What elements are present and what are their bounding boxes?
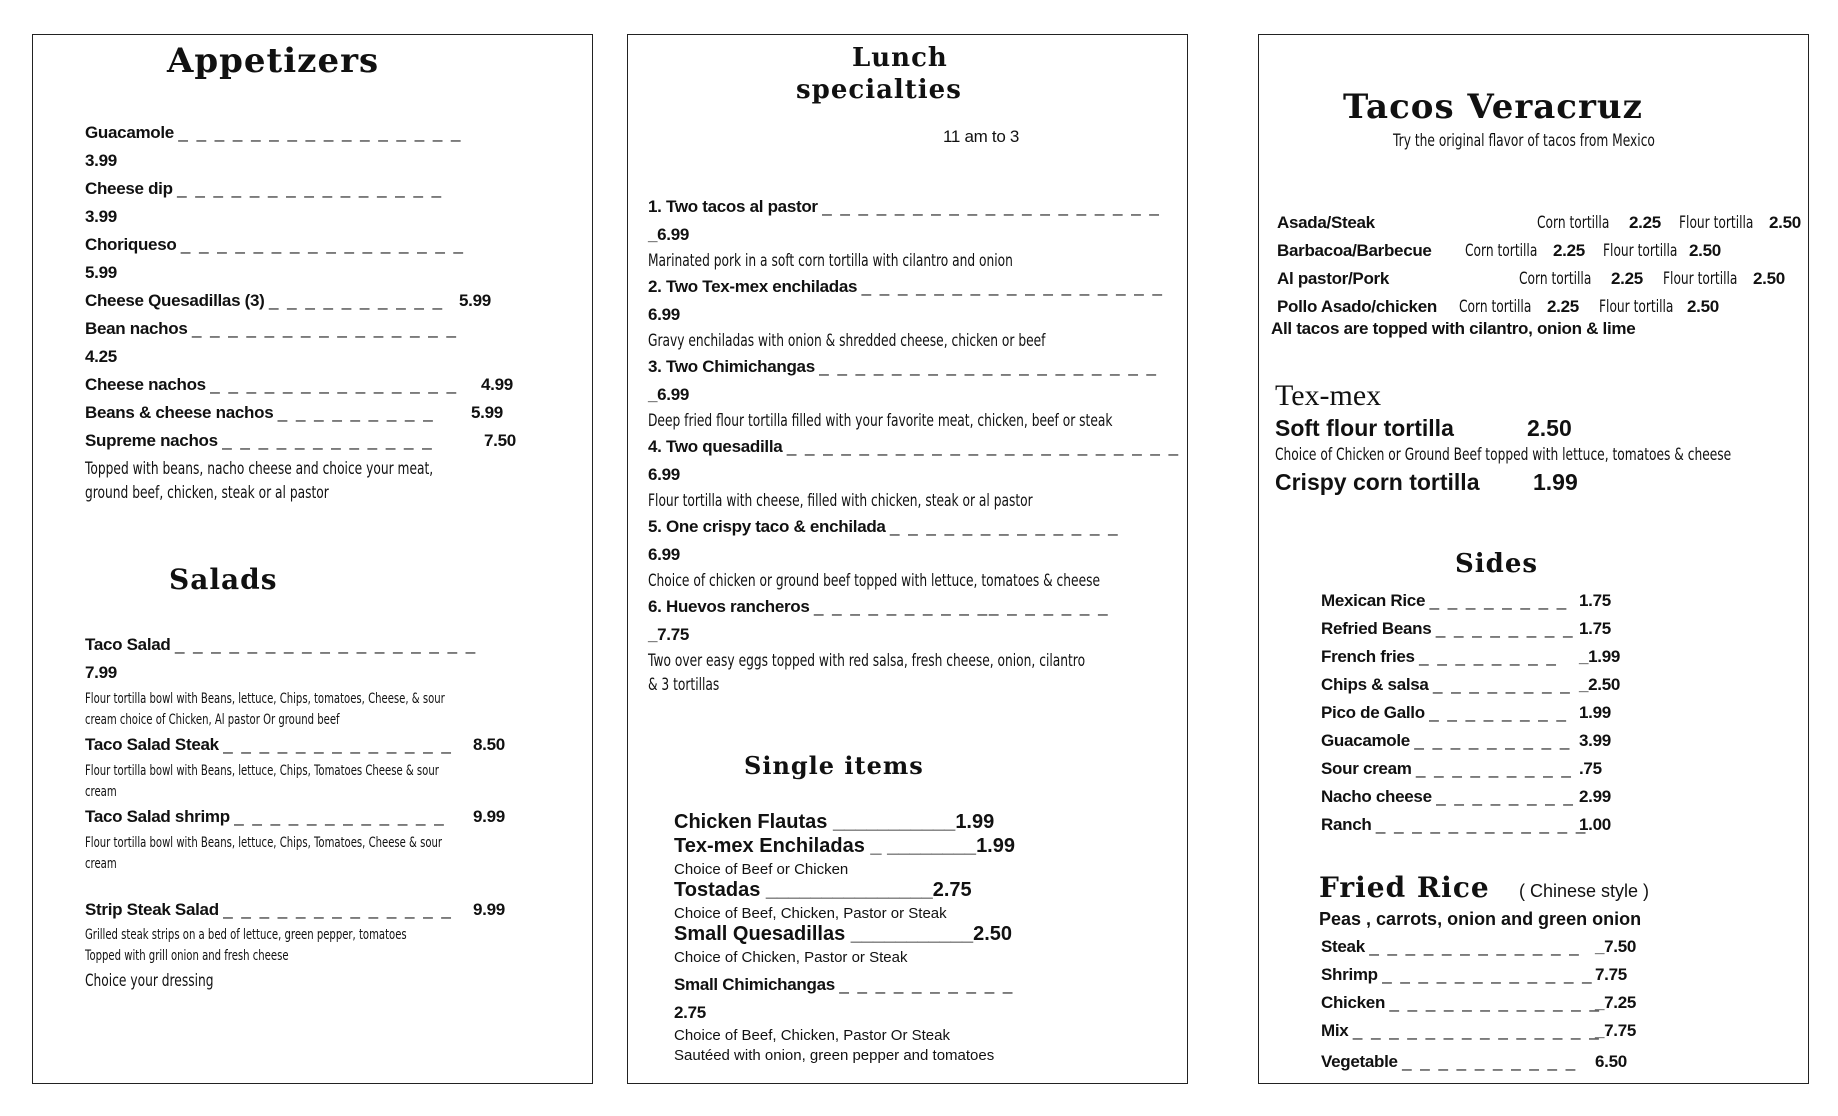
taco-corn-price: 2.25 [1629,213,1661,232]
taco-corn-label: Corn tortilla [1465,241,1538,261]
item-price: 2.50 [973,923,1013,945]
small-chimichangas-item [674,975,1014,995]
lunch-title-line2: specialties [796,75,962,105]
appetizer-price: 5.99 [459,291,491,310]
side-item [1321,787,1575,807]
lunch-item-desc: Gravy enchiladas with onion & shredded cheese, chicken or beef [648,331,1046,351]
appetizer-item [85,375,458,395]
item-name: Steak [1321,937,1365,956]
taco-salad-desc1: Flour tortilla bowl with Beans, lettuce, Chips, tomatoes, Cheese, & sour [85,691,445,707]
side-price: .75 [1579,759,1602,778]
item-leader: _ _ _ _ _ _ _ _ _ _ _ _ _ _ _ _ [178,123,463,142]
lunch-item-price: _6.99 [648,225,690,244]
item-name: Choriqueso [85,235,177,254]
item-leader: _ _ _ _ _ _ _ _ _ _ _ _ _ _ [210,375,459,394]
appetizer-price: 3.99 [85,151,117,170]
soft-flour-tortilla-price: 2.50 [1527,415,1572,441]
lunch-item-price: _6.99 [648,385,690,404]
fried-rice-item [1321,993,1601,1013]
taco-name: Al pastor/Pork [1277,269,1389,288]
tacos-subtitle: Try the original flavor of tacos from Mexico [1393,131,1655,151]
item-leader: _ _ _ _ _ _ _ _ _ _ _ _ [1382,965,1594,984]
appetizers-title: Appetizers [167,41,380,81]
appetizer-item [85,403,435,423]
item-leader: ___________ [832,811,956,833]
fried-rice-price: _7.75 [1595,1021,1637,1040]
item-price: 1.99 [976,835,1015,857]
lunch-item-price: 6.99 [648,305,680,324]
salads-title: Salads [169,563,278,596]
item-name: 5. One crispy taco & enchilada [648,517,886,536]
item-name: Cheese nachos [85,375,206,394]
item-name: Small Chimichangas [674,975,835,994]
side-item [1321,675,1572,695]
fried-rice-item [1321,937,1581,957]
appetizer-item [85,431,434,451]
lunch-item [648,437,1180,457]
taco-flour-label: Flour tortilla [1599,297,1674,317]
appetizer-price: 5.99 [471,403,503,422]
item-leader: _ _ _ _ _ _ _ _ _ _ _ _ _ _ _ _ _ [861,277,1164,296]
lunch-item-price: _7.75 [648,625,690,644]
item-name: Cheese dip [85,179,173,198]
item-leader: _ _ _ _ _ _ _ _ _ _ _ _ _ [223,900,453,919]
taco-salad-price: 7.99 [85,663,117,682]
small-chimichangas-desc2: Sautéed with onion, green pepper and tomatoes [674,1047,995,1064]
lunch-item-price: 6.99 [648,545,680,564]
lunch-item-desc: Marinated pork in a soft corn tortilla with cilantro and onion [648,251,1013,271]
item-leader: _ _ _ _ _ _ _ _ _ _ _ _ _ _ _ _ [180,235,466,254]
item-leader: _ _ _ _ _ _ _ _ [1429,591,1569,610]
item-name: Soft flour tortilla [1275,415,1454,441]
item-name: Taco Salad Steak [85,735,219,754]
strip-steak-desc1: Grilled steak strips on a bed of lettuce, green pepper, tomatoes [85,927,407,943]
soft-flour-tortilla-desc: Choice of Chicken or Ground Beef topped with lettuce, tomatoes & cheese [1275,445,1732,465]
item-name: 3. Two Chimichangas [648,357,815,376]
fried-rice-price: 7.75 [1595,965,1627,984]
lunch-item-price: 6.99 [648,465,680,484]
item-leader: _ _ _ _ _ _ _ _ _ [277,403,435,422]
taco-salad-desc2: cream choice of Chicken, Al pastor Or ground beef [85,712,340,728]
lunch-item [648,597,1110,617]
side-price: 1.99 [1579,703,1611,722]
item-leader: _ _ _ _ _ _ _ _ _ _ _ _ _ _ [1352,1021,1601,1040]
taco-corn-label: Corn tortilla [1459,297,1532,317]
side-price: 1.75 [1579,591,1611,610]
lunch-item-desc: Flour tortilla with cheese, filled with chicken, steak or al pastor [648,491,1033,511]
item-leader: _ _ _ _ _ _ _ _ _ _ _ _ [234,807,446,826]
item-leader: _ _ _ _ _ _ _ _ _ _ _ _ _ _ _ [191,319,458,338]
lunch-item-desc: Choice of chicken or ground beef topped with lettuce, tomatoes & cheese [648,571,1101,591]
item-name: Shrimp [1321,965,1378,984]
item-name: Nacho cheese [1321,787,1432,806]
item-leader: ___________ [850,923,974,945]
item-leader: _ _ _ _ _ _ _ _ [1435,619,1575,638]
appetizer-item [85,179,443,199]
crispy-corn-tortilla-price: 1.99 [1533,469,1578,495]
taco-salad-shrimp-desc2: cream [85,856,117,872]
item-leader: _ _ _ _ _ _ _ _ [1429,703,1568,722]
side-price: _1.99 [1579,647,1621,666]
item-leader: _ _ _ _ _ _ _ _ _ _ _ _ _ [890,517,1120,536]
tacos-panel [1258,34,1809,1084]
appetizer-price: 4.99 [481,375,513,394]
fried-rice-style: ( Chinese style ) [1519,881,1650,901]
tacos-title: Tacos Veracruz [1343,87,1643,127]
taco-flour-label: Flour tortilla [1663,269,1738,289]
item-name: Vegetable [1321,1052,1398,1071]
item-name: Cheese Quesadillas (3) [85,291,265,310]
appetizers-note-line1: Topped with beans, nacho cheese and choice your meat, [85,459,434,479]
item-name: Chicken [1321,993,1386,1012]
item-leader: _ _ _ _ _ _ _ _ [1419,647,1558,666]
side-item [1321,619,1575,639]
appetizer-item [85,123,463,143]
lunch-item [648,197,1161,217]
appetizer-item [85,319,458,339]
lunch-item [648,517,1120,537]
side-item [1321,815,1587,835]
item-price: 2.75 [932,879,972,901]
item-name: Chicken Flautas [674,811,828,833]
taco-name: Pollo Asado/chicken [1277,297,1437,316]
item-leader: _ _ _ _ _ _ _ _ [1433,675,1572,694]
lunch-panel [627,34,1188,1084]
appetizer-price: 3.99 [85,207,117,226]
item-name: Tex-mex Enchiladas [674,835,865,857]
side-item [1321,647,1558,667]
item-leader: _ _ _ _ _ _ _ _ _ _ [839,975,1015,994]
side-item [1321,731,1571,751]
tostadas-desc: Choice of Beef, Chicken, Pastor or Steak [674,905,947,922]
item-name: Strip Steak Salad [85,900,219,919]
lunch-item [648,277,1164,297]
fried-rice-price: _7.50 [1595,937,1637,956]
taco-flour-label: Flour tortilla [1679,213,1754,233]
taco-flour-price: 2.50 [1769,213,1801,232]
taco-salad-steak-item [85,735,453,755]
item-name: Small Quesadillas [674,923,846,945]
item-leader: _ _ _ _ _ _ _ _ _ _ _ _ _ _ _ _ _ [174,635,478,654]
side-price: 2.99 [1579,787,1611,806]
taco-flour-label: Flour tortilla [1603,241,1678,261]
item-name: Sour cream [1321,759,1412,778]
taco-salad-shrimp-price: 9.99 [473,807,505,826]
item-name: Refried Beans [1321,619,1432,638]
lunch-item [648,357,1158,377]
small-chimichangas-price: 2.75 [674,1003,706,1022]
item-name: Mix [1321,1021,1349,1040]
item-leader: _ _ _ _ _ _ _ _ _ [1415,759,1573,778]
appetizer-price: 4.25 [85,347,117,366]
item-leader: _ _ _ _ _ _ _ _ _ _ _ _ [1389,993,1601,1012]
item-leader: _______________ [765,879,933,901]
item-price: 1.99 [955,811,995,833]
item-name: 4. Two quesadilla [648,437,783,456]
small-chimichangas-desc1: Choice of Beef, Chicken, Pastor Or Steak [674,1027,950,1044]
item-name: Ranch [1321,815,1372,834]
small-quesadillas-desc: Choice of Chicken, Pastor or Steak [674,949,908,966]
appetizer-item [85,235,465,255]
taco-corn-price: 2.25 [1553,241,1585,260]
fried-rice-price: 6.50 [1595,1052,1627,1071]
strip-steak-desc2: Topped with grill onion and fresh cheese [85,948,289,964]
chicken-flautas-item [674,811,994,834]
small-quesadillas-item [674,923,1012,946]
item-leader: _ _ _ _ _ _ _ _ _ _ [1402,1052,1578,1071]
texmex-title: Tex-mex [1275,379,1382,412]
lunch-title-line1: Lunch [852,43,948,73]
item-name: Chips & salsa [1321,675,1429,694]
taco-salad-steak-desc1: Flour tortilla bowl with Beans, lettuce, Chips, Tomatoes Cheese & sour [85,763,439,779]
item-leader: _ _ _ _ _ _ _ _ _ _ _ _ [222,431,434,450]
taco-name: Asada/Steak [1277,213,1375,232]
item-leader: _ _ _ _ _ _ _ _ _ _ _ _ _ _ _ _ _ _ _ [822,197,1161,216]
tacos-topped-note: All tacos are topped with cilantro, onion & lime [1271,319,1636,338]
side-item [1321,703,1568,723]
taco-corn-label: Corn tortilla [1537,213,1610,233]
taco-salad-shrimp-desc1: Flour tortilla bowl with Beans, lettuce, Chips, Tomatoes, Cheese & sour [85,835,443,851]
item-leader: _ _ _ _ _ _ _ _ _ _ _ _ _ _ _ _ _ _ _ _ _ _ [786,437,1181,456]
item-leader: _ _ _ _ _ _ _ _ _ _ _ _ [1369,937,1581,956]
item-leader: _ _ _ _ _ _ _ _ _ _ _ _ _ _ _ _ _ _ _ [819,357,1158,376]
taco-corn-price: 2.25 [1547,297,1579,316]
fried-rice-item [1321,1052,1577,1072]
appetizer-price: 7.50 [484,431,516,450]
sides-title: Sides [1455,549,1539,579]
fried-rice-title: Fried Rice [1319,871,1490,904]
item-leader: _ _ _ _ _ _ _ _ _ _ _ _ _ _ _ [177,179,444,198]
fried-rice-item [1321,965,1594,985]
item-name: Guacamole [1321,731,1410,750]
side-price: _2.50 [1579,675,1621,694]
taco-salad-steak-desc2: cream [85,784,117,800]
appetizers-note-line2: ground beef, chicken, steak or al pastor [85,483,329,503]
taco-flour-price: 2.50 [1687,297,1719,316]
dressing-note: Choice your dressing [85,971,214,991]
side-price: 3.99 [1579,731,1611,750]
item-name: Crispy corn tortilla [1275,469,1480,495]
side-item [1321,591,1568,611]
taco-corn-price: 2.25 [1611,269,1643,288]
appetizer-price: 5.99 [85,263,117,282]
side-price: 1.00 [1579,815,1611,834]
item-name: Taco Salad shrimp [85,807,230,826]
fried-rice-item [1321,1021,1601,1041]
item-name: Guacamole [85,123,174,142]
item-name: 2. Two Tex-mex enchiladas [648,277,858,296]
crispy-corn-tortilla-item [1275,469,1479,496]
item-leader: _ _ _ _ _ _ _ _ _ _ _ _ [1375,815,1588,834]
strip-steak-salad-price: 9.99 [473,900,505,919]
item-name: Tostadas [674,879,761,901]
taco-salad-shrimp-item [85,807,446,827]
item-name: Supreme nachos [85,431,218,450]
texmex-enchiladas-desc: Choice of Beef or Chicken [674,861,849,878]
taco-corn-label: Corn tortilla [1519,269,1592,289]
item-leader: _ _ _ _ _ _ _ _ _ __ _ _ _ _ _ _ [813,597,1110,616]
single-items-title: Single items [744,751,924,780]
fried-rice-price: _7.25 [1595,993,1637,1012]
lunch-item-desc: Two over easy eggs topped with red salsa, fresh cheese, onion, cilantro [648,651,1086,671]
taco-flour-price: 2.50 [1753,269,1785,288]
item-name: Bean nachos [85,319,188,338]
appetizer-item [85,291,444,311]
side-price: 1.75 [1579,619,1611,638]
item-leader: _ _ _ _ _ _ _ _ _ _ _ _ _ [223,735,453,754]
item-leader: _ _ _ _ _ _ _ _ _ _ [268,291,445,310]
strip-steak-salad-item [85,900,453,920]
tostadas-item [674,879,972,902]
item-leader: _ _ _ _ _ _ _ _ [1436,787,1575,806]
lunch-item-desc: Deep fried flour tortilla filled with your favorite meat, chicken, beef or steak [648,411,1113,431]
item-name: Taco Salad [85,635,171,654]
item-name: 1. Two tacos al pastor [648,197,818,216]
side-item [1321,759,1573,779]
taco-flour-price: 2.50 [1689,241,1721,260]
texmex-enchiladas-item [674,835,1015,858]
taco-name: Barbacoa/Barbecue [1277,241,1432,260]
item-name: Pico de Gallo [1321,703,1425,722]
lunch-hours: 11 am to 3 [943,127,1020,146]
item-name: Beans & cheese nachos [85,403,274,422]
taco-salad-item [85,635,477,655]
item-leader: _ ________ [870,835,977,857]
item-leader: _ _ _ _ _ _ _ _ _ [1414,731,1572,750]
item-name: French fries [1321,647,1415,666]
lunch-item-desc2: & 3 tortillas [648,675,720,695]
item-name: Mexican Rice [1321,591,1426,610]
soft-flour-tortilla-item [1275,415,1454,442]
taco-salad-steak-price: 8.50 [473,735,505,754]
appetizers-salads-panel [32,34,593,1084]
item-name: 6. Huevos rancheros [648,597,810,616]
fried-rice-sub: Peas , carrots, onion and green onion [1319,909,1642,929]
